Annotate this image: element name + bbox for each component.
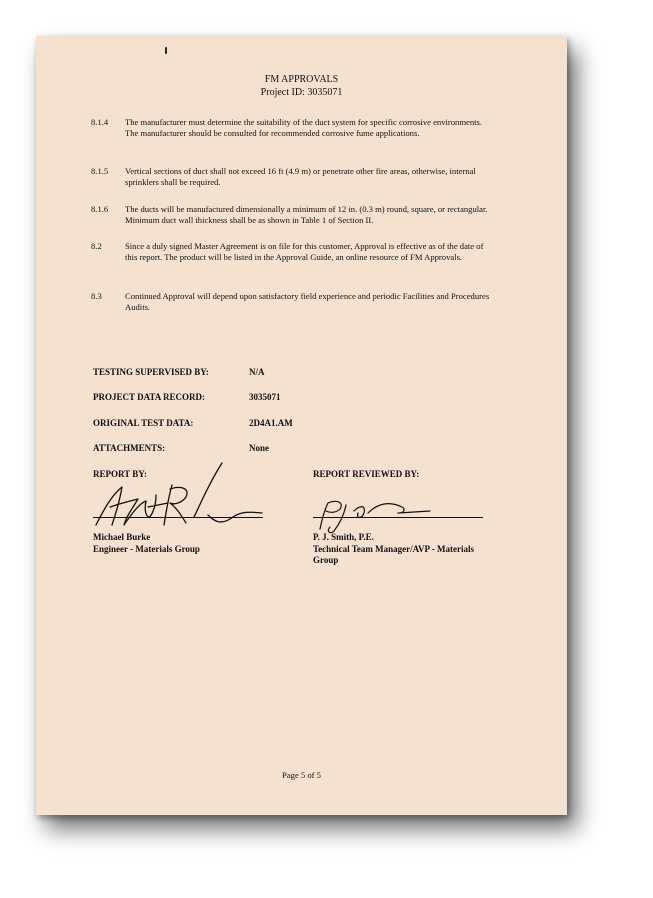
reviewed-by-name: P. J. Smith, P.E. [313,532,374,542]
clause-text: The manufacturer must determine the suitability of the duct system for specific corrosive environments. The manufacturer should be consulted for recommended corrosive fume applications. [125,117,483,138]
reviewed-by-signature-line [313,517,483,518]
report-by-signer [93,532,200,555]
testing-supervised-value: N/A [249,367,265,377]
reviewed-by-title-line1: Technical Team Manager/AVP - Materials [313,543,474,554]
report-by-title: Engineer - Materials Group [93,543,200,554]
michael-burke-signature [90,459,265,531]
clause-text: Vertical sections of duct shall not exceed 16 ft (4.9 m) or penetrate other fire areas, otherwise, internal sprinklers shall be required. [125,166,476,187]
clause-number: 8.3 [91,291,102,301]
clause-number: 8.1.4 [91,117,109,127]
report-by-signature-line [93,517,263,518]
clause-number: 8.1.6 [91,204,109,214]
attachments-label: ATTACHMENTS: [93,443,166,453]
original-test-data-label: ORIGINAL TEST DATA: [93,418,194,428]
reviewed-by-heading: REPORT REVIEWED BY: [313,469,420,479]
clause-text: Since a duly signed Master Agreement is on file for this customer, Approval is effective as of the date of this report. The product will be listed in the Approval Guide, an online resource of FM Approvals. [125,241,484,262]
stray-ink-mark [165,47,167,54]
original-test-data-value: 2D4A1.AM [249,418,293,428]
clause-text: The ducts will be manufactured dimensionally a minimum of 12 in. (0.3 m) round, square, or rectangular. Minimum duct wall thickness shall be as shown in Table 1 of Section II. [125,204,488,225]
clause-number: 8.2 [91,241,102,251]
header-org: FM APPROVALS [264,74,339,85]
testing-supervised-label: TESTING SUPERVISED BY: [93,367,209,377]
project-data-record-label: PROJECT DATA RECORD: [93,392,206,402]
header-project-id: Project ID: 3035071 [260,87,343,98]
attachments-value: None [249,443,269,453]
reviewed-by-title-line2: Group [313,555,339,565]
document-page [36,36,567,815]
page-number: Page 5 of 5 [282,770,321,780]
report-by-heading: REPORT BY: [93,469,147,479]
report-by-name: Michael Burke [93,532,151,542]
pj-smith-signature [310,491,460,536]
project-data-record-value: 3035071 [249,392,281,402]
clause-number: 8.1.5 [91,166,109,176]
reviewed-by-signer [313,532,474,567]
clause-text: Continued Approval will depend upon satisfactory field experience and periodic Facilities and Procedures Audits. [125,291,490,312]
